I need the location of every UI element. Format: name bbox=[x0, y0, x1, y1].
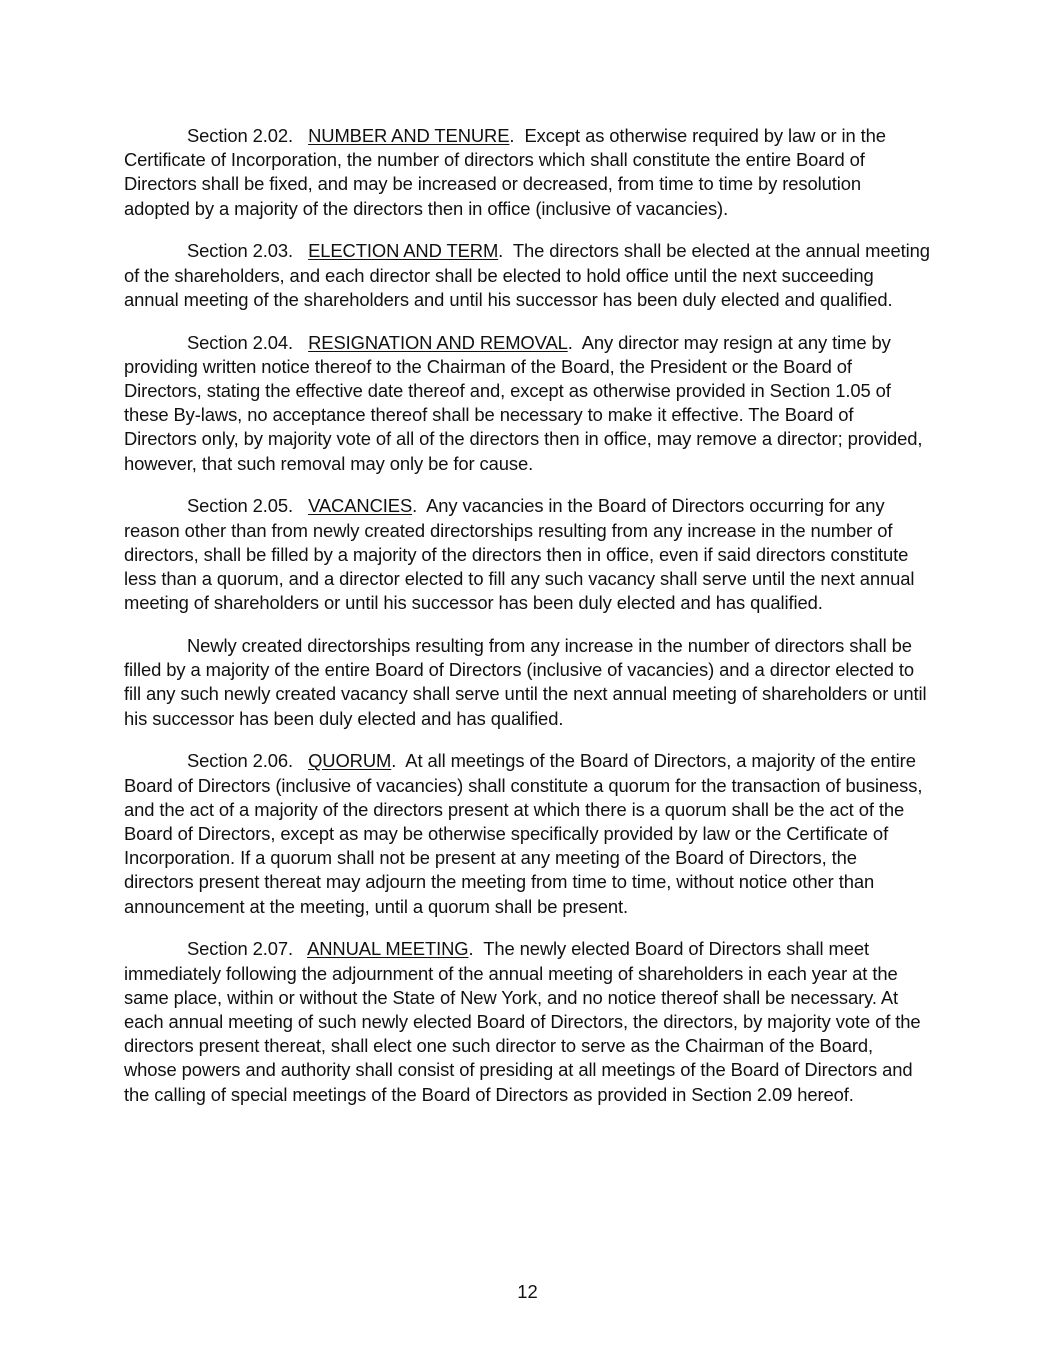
section-2-03-paragraph: Section 2.03. ELECTION AND TERM. The directors shall be elected at the annual meeting of the shareholders, and each director shall be elected to hold office until the next succeeding annual meeting of the shareholders and until his successor has been duly elected and qualified. bbox=[124, 240, 930, 310]
page-number: 12 bbox=[517, 1281, 538, 1302]
section-body: Any director may resign at any time by providing written notice thereof to the Chairman of the Board, the President or the Board of Directors, stating the effective date thereof and, except as otherwise provided in Section 1.05 of these By-laws, no acceptance thereof shall be necessary to make it effective. The Board of Directors only, by majority vote of all of the directors then in office, may remove a director; provided, however, that such removal may only be for cause. bbox=[124, 331, 923, 474]
section-number: Section 2.05. bbox=[187, 495, 294, 517]
section-heading: VACANCIES bbox=[308, 495, 413, 517]
section-heading: ELECTION AND TERM bbox=[308, 240, 499, 262]
section-number: Section 2.07. bbox=[187, 938, 294, 960]
newly-created-directorships-paragraph bbox=[124, 634, 930, 731]
section-number: Section 2.03. bbox=[187, 240, 294, 262]
section-body: At all meetings of the Board of Directors, a majority of the entire Board of Directors (inclusive of vacancies) shall constitute a quorum for the transaction of business, and the act of a majority of the directors present at which there is a quorum shall be the act of the Board of Directors, except as may be otherwise specifically provided by law or the Certificate of Incorporation. If a quorum shall not be present at any meeting of the Board of Directors, the directors present thereat may adjourn the meeting from time to time, without notice other than announcement at the meeting, until a quorum shall be present. bbox=[124, 750, 923, 917]
section-body: The directors shall be elected at the annual meeting of the shareholders, and each director shall be elected to hold office until the next succeeding annual meeting of the shareholders and until his successor has been duly elected and qualified. bbox=[124, 240, 930, 310]
section-body: The newly elected Board of Directors shall meet immediately following the adjournment of the annual meeting of shareholders in each year at the same place, within or without the State of New York, and no notice thereof shall be necessary. At each annual meeting of such newly elected Board of Directors, the directors, by majority vote of the directors present thereat, shall elect one such director to serve as the Chairman of the Board, whose powers and authority shall consist of presiding at all meetings of the Board of Directors and the calling of special meetings of the Board of Directors as provided in Section 2.09 hereof. bbox=[124, 938, 921, 1105]
section-heading: NUMBER AND TENURE bbox=[308, 125, 510, 146]
section-heading: RESIGNATION AND REMOVAL bbox=[308, 331, 568, 353]
section-2-06-paragraph: Section 2.06. QUORUM. At all meetings of the Board of Directors, a majority of the entire Board of Directors (inclusive of vacancies) shall constitute a quorum for the transaction of business, and the act of a majority of the directors present at which there is a quorum shall be the act of the Board of Directors, except as may be otherwise specifically provided by law or the Certificate of Incorporation. If a quorum shall not be present at any meeting of the Board of Directors, the directors present thereat may adjourn the meeting from time to time, without notice other than announcement at the meeting, until a quorum shall be present. bbox=[124, 750, 923, 917]
section-heading: QUORUM bbox=[308, 750, 392, 772]
section-2-05-paragraph: Section 2.05. VACANCIES. Any vacancies in the Board of Directors occurring for any reason other than from newly created directorships resulting from any increase in the number of directors, shall be filled by a majority of the directors then in office, even if said directors constitute less than a quorum, and a director elected to fill any such vacancy shall serve until the next annual meeting of shareholders or until his successor has been duly elected and has qualified. bbox=[124, 495, 915, 614]
section-heading: ANNUAL MEETING bbox=[307, 938, 469, 960]
section-2-07-paragraph: Section 2.07. ANNUAL MEETING. The newly elected Board of Directors shall meet immediately following the adjournment of the annual meeting of shareholders in each year at the same place, within or without the State of New York, and no notice thereof shall be necessary. At each annual meeting of such newly elected Board of Directors, the directors, by majority vote of the directors present thereat, shall elect one such director to serve as the Chairman of the Board, whose powers and authority shall consist of presiding at all meetings of the Board of Directors and the calling of special meetings of the Board of Directors as provided in Section 2.09 hereof. bbox=[124, 938, 921, 1105]
section-2-02-paragraph: Section 2.02. NUMBER AND TENURE. Except as otherwise required by law or in the Certificate of Incorporation, the number of directors which shall constitute the entire Board of Directors shall be fixed, and may be increased or decreased, from time to time by resolution adopted by a majority of the directors then in office (inclusive of vacancies). bbox=[124, 125, 886, 219]
section-number: Section 2.04. bbox=[187, 331, 294, 353]
section-number: Section 2.06. bbox=[187, 750, 294, 772]
section-number: Section 2.02. bbox=[187, 125, 294, 146]
section-body: Newly created directorships resulting from any increase in the number of directors shall be filled by a majority of the entire Board of Directors (inclusive of vacancies) and a director elected to fill any such newly created vacancy shall serve until the next annual meeting of shareholders or until his successor has been duly elected and has qualified. bbox=[124, 635, 927, 729]
section-2-04-paragraph: Section 2.04. RESIGNATION AND REMOVAL. Any director may resign at any time by providing written notice thereof to the Chairman of the Board, the President or the Board of Directors, stating the effective date thereof and, except as otherwise provided in Section 1.05 of these By-laws, no acceptance thereof shall be necessary to make it effective. The Board of Directors only, by majority vote of all of the directors then in office, may remove a director; provided, however, that such removal may only be for cause. bbox=[124, 331, 923, 474]
section-body: Except as otherwise required by law or in the Certificate of Incorporation, the number of directors which shall constitute the entire Board of Directors shall be fixed, and may be increased or decreased, from time to time by resolution adopted by a majority of the directors then in office (inclusive of vacancies). bbox=[124, 125, 886, 219]
document-page bbox=[124, 124, 930, 1125]
section-body: Any vacancies in the Board of Directors occurring for any reason other than from newly created directorships resulting from any increase in the number of directors, shall be filled by a majority of the directors then in office, even if said directors constitute less than a quorum, and a director elected to fill any such vacancy shall serve until the next annual meeting of shareholders or until his successor has been duly elected and has qualified. bbox=[124, 495, 915, 614]
